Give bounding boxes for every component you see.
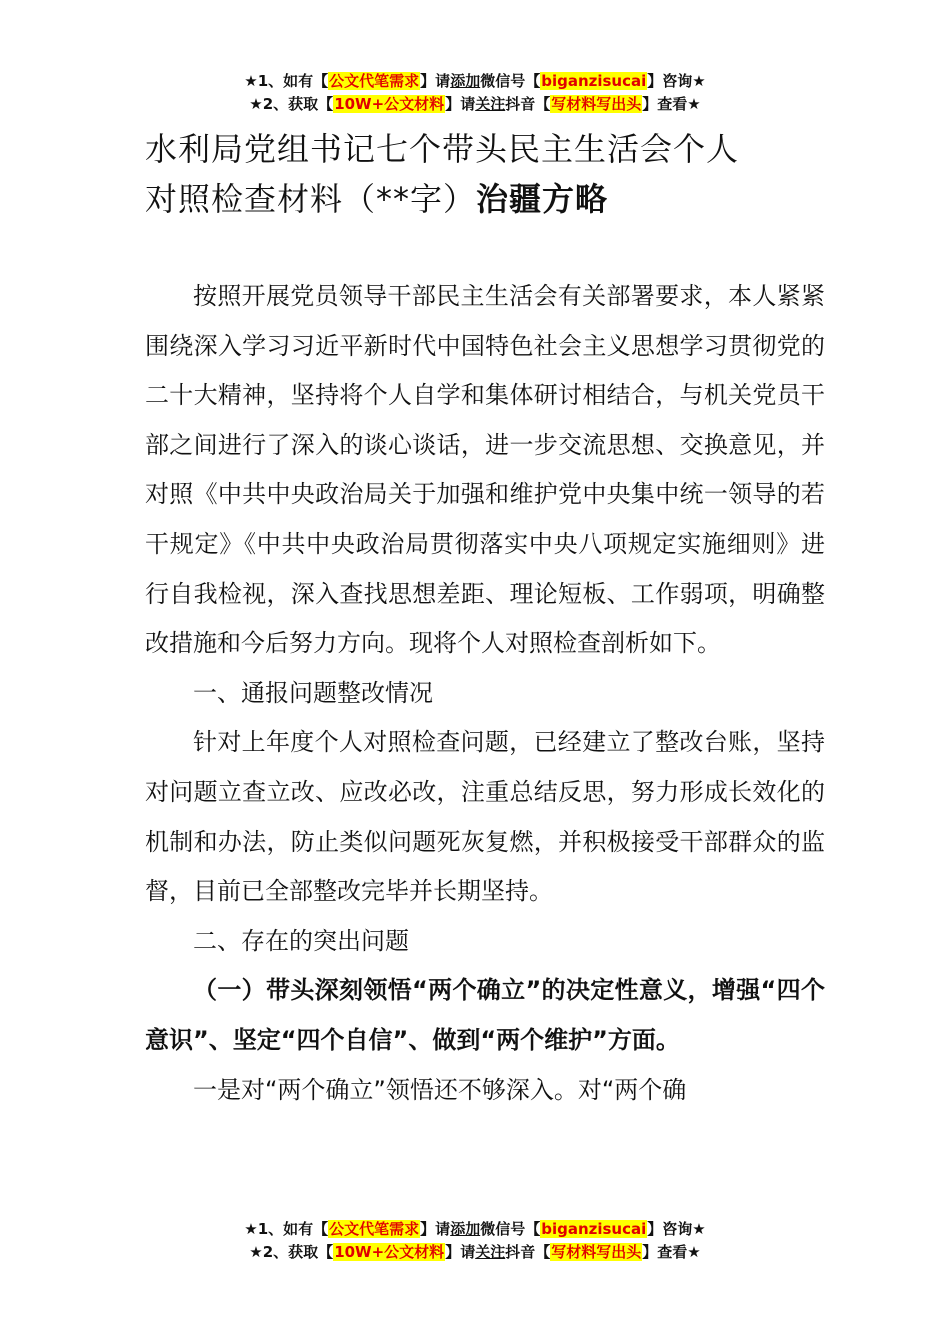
ad-text: ★2、获取【 bbox=[249, 1243, 334, 1261]
title-line-1: 水利局党组书记七个带头民主生活会个人 bbox=[145, 130, 740, 168]
subsection-heading-1: （一）带头深刻领悟“两个确立”的决定性意义，增强“四个意识”、坚定“四个自信”、做到“两个维护”方面。 bbox=[145, 976, 825, 1054]
ad-highlight: 公文代笔需求 bbox=[329, 72, 420, 90]
ad-text: 微信号【 bbox=[480, 72, 541, 90]
title-line-2-bold: 治疆方略 bbox=[476, 180, 609, 218]
ad-highlight: 写材料写出头 bbox=[551, 95, 642, 113]
document-title bbox=[145, 124, 825, 224]
ad-highlight: biganzisucai bbox=[541, 72, 647, 90]
ad-text: 】查看★ bbox=[642, 1243, 701, 1261]
paragraph-rectification: 针对上年度个人对照检查问题，已经建立了整改台账，坚持对问题立查立改、应改必改，注重总结反思，努力形成长效化的机制和办法，防止类似问题死灰复燃，并积极接受干部群众的监督，目前已全部整改完毕并长期坚持。 bbox=[145, 728, 825, 906]
ad-text: 】查看★ bbox=[642, 95, 701, 113]
ad-text: 抖音【 bbox=[505, 1243, 551, 1261]
ad-banner-line-2-bottom bbox=[0, 1241, 950, 1263]
ad-highlight: biganzisucai bbox=[541, 1220, 647, 1238]
ad-text: ★2、获取【 bbox=[249, 95, 334, 113]
title-line-2-plain: 对照检查材料（**字） bbox=[145, 180, 477, 218]
ad-underline: 关注 bbox=[475, 95, 506, 113]
ad-highlight: 10W+公文材料 bbox=[334, 95, 445, 113]
ad-text: 抖音【 bbox=[505, 95, 551, 113]
ad-text: 】咨询★ bbox=[647, 72, 706, 90]
ad-banner-line-1 bbox=[0, 70, 950, 92]
ad-underline: 关注 bbox=[475, 1243, 506, 1261]
ad-underline: 添加 bbox=[450, 72, 481, 90]
ad-text: ★1、如有【 bbox=[244, 1220, 329, 1238]
paragraph-point-1: 一是对“两个确立”领悟还不够深入。对“两个确 bbox=[193, 1075, 687, 1104]
ad-text: 】请 bbox=[420, 1220, 451, 1238]
ad-highlight: 10W+公文材料 bbox=[334, 1243, 445, 1261]
ad-banner-line-1-bottom bbox=[0, 1218, 950, 1240]
ad-text: 微信号【 bbox=[480, 1220, 541, 1238]
ad-highlight: 公文代笔需求 bbox=[329, 1220, 420, 1238]
ad-text: ★1、如有【 bbox=[244, 72, 329, 90]
section-heading-1: 一、通报问题整改情况 bbox=[193, 678, 433, 707]
ad-text: 】请 bbox=[445, 95, 476, 113]
ad-text: 】请 bbox=[420, 72, 451, 90]
ad-highlight: 写材料写出头 bbox=[551, 1243, 642, 1261]
section-heading-2: 二、存在的突出问题 bbox=[193, 926, 409, 955]
document-body bbox=[145, 272, 825, 1115]
ad-text: 】请 bbox=[445, 1243, 476, 1261]
ad-text: 】咨询★ bbox=[647, 1220, 706, 1238]
title-line-2 bbox=[145, 174, 825, 224]
ad-underline: 添加 bbox=[450, 1220, 481, 1238]
ad-banner-line-2 bbox=[0, 93, 950, 115]
paragraph-intro: 按照开展党员领导干部民主生活会有关部署要求，本人紧紧围绕深入学习习近平新时代中国特色社会主义思想学习贯彻党的二十大精神，坚持将个人自学和集体研讨相结合，与机关党员干部之间进行了深入的谈心谈话，进一步交流思想、交换意见，并对照《中共中央政治局关于加强和维护党中央集中统一领导的若干规定》《中共中央政治局贯彻落实中央八项规定实施细则》进行自我检视，深入查找思想差距、理论短板、工作弱项，明确整改措施和今后努力方向。现将个人对照检查剖析如下。 bbox=[145, 282, 825, 658]
